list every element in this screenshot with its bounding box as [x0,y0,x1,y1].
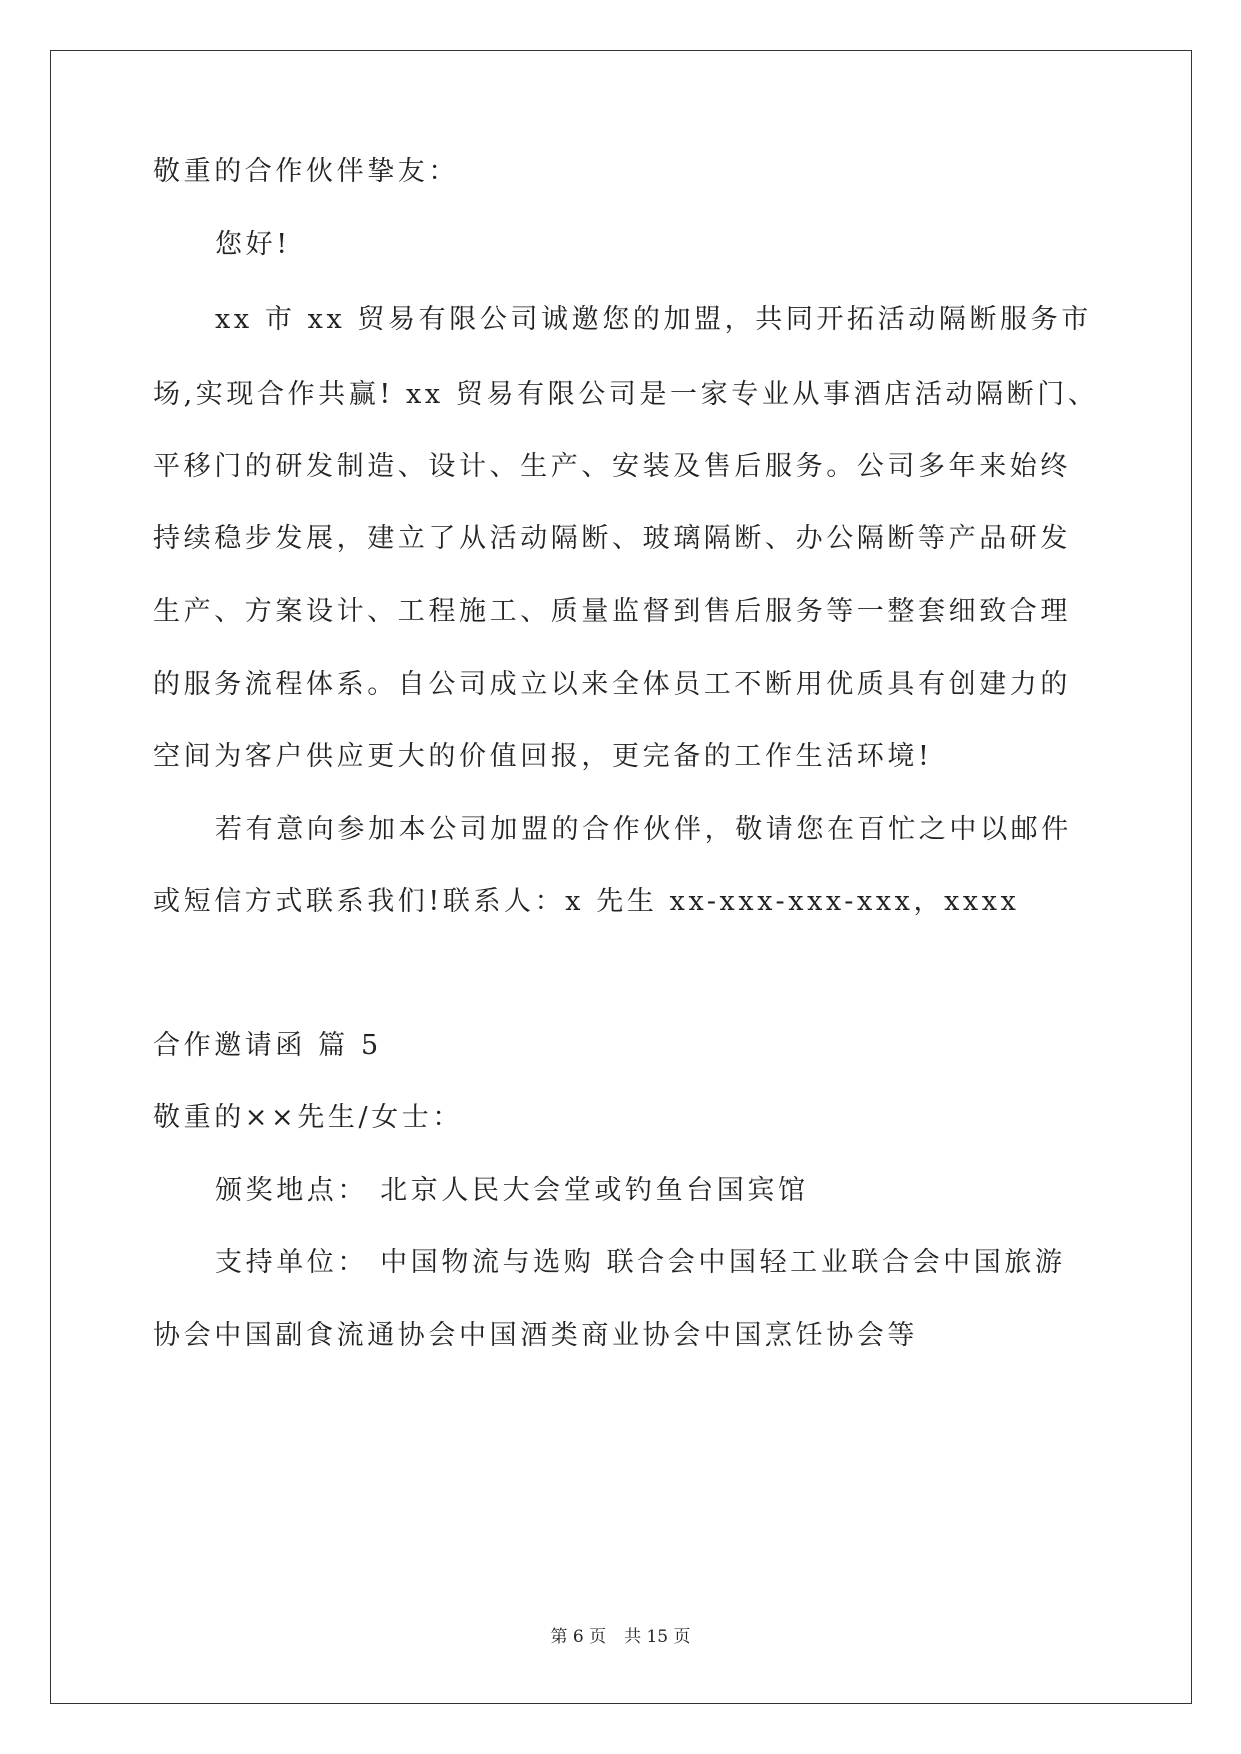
page-total: 共 15 页 [624,1627,691,1647]
contact-line: 或短信方式联系我们!联系人：x 先生 xx-xxx-xxx-xxx，xxxx [153,886,1020,917]
page-number: 第 6 页 [550,1627,607,1647]
body-line: 平移门的研发制造、设计、生产、安装及售后服务。公司多年来始终 [153,451,1071,482]
body-line: 空间为客户供应更大的价值回报，更完备的工作生活环境! [153,741,933,772]
section-title: 合作邀请函 篇 5 [153,1030,382,1061]
support-line: 支持单位： 中国物流与选购 联合会中国轻工业联合会中国旅游 [215,1247,1066,1278]
body-line: 场,实现合作共赢! xx 贸易有限公司是一家专业从事酒店活动隔断门、 [153,379,1099,410]
body-line: xx 市 xx 贸易有限公司诚邀您的加盟，共同开拓活动隔断服务市 [215,304,1092,335]
page-border [50,50,1192,1704]
support-line: 协会中国副食流通协会中国酒类商业协会中国烹饪协会等 [153,1320,918,1351]
greeting: 敬重的合作伙伴挚友： [153,156,459,187]
salutation: 敬重的××先生/女士： [153,1102,463,1133]
contact-line: 若有意向参加本公司加盟的合作伙伴，敬请您在百忙之中以邮件 [215,814,1072,845]
body-line: 的服务流程体系。自公司成立以来全体员工不断用优质具有创建力的 [153,669,1071,700]
body-line: 持续稳步发展，建立了从活动隔断、玻璃隔断、办公隔断等产品研发 [153,523,1071,554]
venue-line: 颁奖地点： 北京人民大会堂或钓鱼台国宾馆 [215,1175,809,1206]
page-footer [0,1626,1241,1648]
hello-line: 您好! [215,229,291,260]
body-line: 生产、方案设计、工程施工、质量监督到售后服务等一整套细致合理 [153,596,1071,627]
